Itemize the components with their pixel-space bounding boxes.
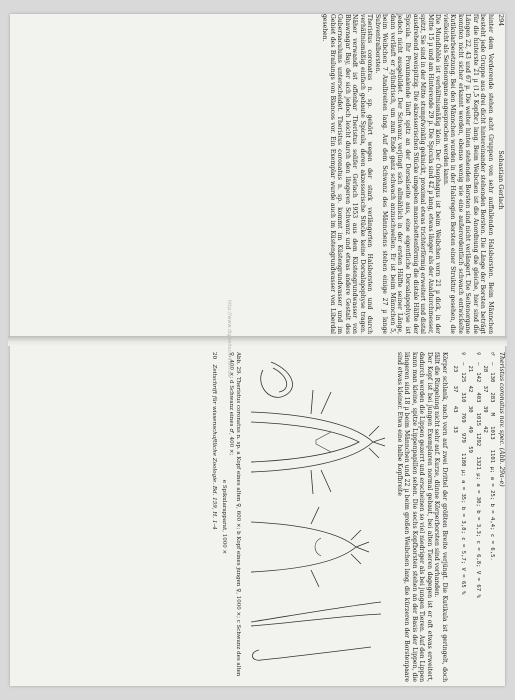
running-header (497, 14, 505, 334)
formula-row: 28 37 39 42 (482, 352, 489, 433)
formula-row: ♀ – 142 403 1015 1292 1321 µ; a = 30; b = 3,3; c = 6,8; V = 67 % (474, 352, 481, 598)
paragraph: hinter dem Vorderende stehen acht Gruppen von sehr auffallenden Halsborsten. Beim Männchen besteht jede Gruppe aus drei dicht hintereinander stehenden Borsten. Die Länge der Borsten beträgt für die hinterste 21 µ (1,5 Kopfbr.) lang. Beim Weibchen ist die Anordnung die gleiche, hier sind die Längen 22, 43 und 67 µ. Die weiter hinten stehenden Borsten sind nicht verlängert. Die Seitenorgane konnten nicht sicher erkannt werden, ebenso wenig wie eine außerordentlich schwach entwickelte Kutikularbesetzung. Bei den Männchen wurden in der Halsregion Borsten einer Struktur gesehen, die vielleicht als Seitenorgane angesprochen werden kann. (441, 14, 494, 334)
figure-29a-head-drawing (251, 390, 385, 494)
formula-row: 23 37 43 33 (452, 352, 459, 433)
footer-page-number: 20 (211, 352, 218, 360)
page-footer (210, 352, 217, 682)
digizeitschriften-watermark: http://www.digizeitschriften.de (226, 300, 232, 377)
page-number: 294 (497, 14, 505, 27)
paragraph: Theristus coronatus n. sp. gehört wegen der stark verlängerten Halsborsten und durch verhältnismäßig einfach gebaute Spicula, deren akzessorische Stücke keine Dorsalapophyse tragen. Näher verwandt ist offenbar Theristus solifer Gerlach 1953 aus dem Küstengrundwasser von Bhawnagar Bay, der sich jedoch leicht durch den längeren Schwanz und etwas andere Gestalt des Gubernaculums unterscheidet. Theristus coronatus n. sp. kommt im Küstengrundwasser und im Gebiet des Brailungs von Blancos vor. Ein Exemplar wurde auch im Küstengrundwasser von Liberdal gesehen. (320, 14, 374, 334)
figure-caption: e Spikularapparat, 1000 × (221, 479, 228, 555)
figure-29e-spicule-drawing (261, 362, 293, 397)
species-heading: Theristus coronatus nov. spec. (Abb. 29a–e) (498, 352, 505, 487)
formula-row: 21 42 30 49 59 (467, 352, 474, 454)
paragraph: Die Mundhöhle ist verhältnismäßig klein. Der Ösophagus ist beim Weibchen vorn 21 µ dick, in der Mitte 15 µ und am Hinterende 29 µ. Die Spicula sind 42 µ lang, etwas länger als der Analdurchmesser, spitzt, Sie sind in der Mitte stumpfwinklig geknickt, proximal etwas trichterförmig erweitert und distal ausdrehend zweispitzig. Die akzessorischen Stücke umgeben manschettenförmig die distale Hälfte der Spicula. Ihr Proximalende läuft spitz an der Dorsalseite aus, eine eigentliche Dorsalapophyse ist jedoch nicht ausgebildet. Der Schwanz verjüngt sich allmählich in der ersten Hälfte seiner Länge, dann verläuft er zylindrisch, um zum Ende ganz schwach anzuschwellen. Er ist beim Männchen 5, beim Weibchen 7 Analbreiten lang. Auf dem Schwanz des Männchens stehen einige 27 µ lange Subventralborsten. (373, 14, 442, 334)
formula-row: ♂ – 130 283 M 1013 1101 µ; a = 25; b = 4,4; c = 6,5. (489, 352, 496, 561)
running-head: Sebastian Gerlach (497, 150, 505, 210)
figure-caption: Abb. 29. Theristus coronatus n. sp. a Kopf eines alten ♀, 600 ×; b Kopf eines jungen ♀, 1000 ×; c Schwanz des alten ♀, 400 ×; d Schwanz eines ♂, 400 ×; (228, 352, 242, 677)
paragraph: Der Kopf ist bei jungen Exemplaren normal gebaut, bei alten Tieren dagegen ist er oft etwas erweitert, dadurch werden die Lippen gezerrt und erscheinen so viel niedriger als bei jungen Tieren. Auf den Lippen kann man kleine, spitze Lippenpapillen sehen. Die sechs Kopfborsten stehen an der Basis der Lippen, die längeren sind 18 µ beim Männchen und 22 µ beim großen Weibchen lang, die kürzeren der Borstenpaare sind etwas kleiner. Etwa eine halbe Kopfbreite (395, 352, 433, 682)
formula-row: ♀ – 125 310 769 979 1180 µ; a = 35; b = 3,8; c = 5,7; V = 65 % (459, 352, 466, 595)
page-fold (8, 336, 507, 346)
paragraph: Körper schlank, nach vorn auf zwei Drittel der größten Breite verjüngt. Die Kutikula ist geringelt, doch fällt die Ringelung nicht sehr auf. Kurze, dünne Körperborsten sind vorhanden. (433, 352, 449, 682)
lower-page (210, 352, 505, 682)
figure-29-drawings (241, 352, 391, 682)
figure-29b-head-drawing (251, 507, 369, 587)
footer-journal: Zeitschrift für wissenschaftliche Zoologie. Bd. 159, H. 1–4 (211, 364, 218, 530)
figure-29cd-tail-drawings (251, 602, 381, 660)
upper-page (320, 14, 505, 334)
